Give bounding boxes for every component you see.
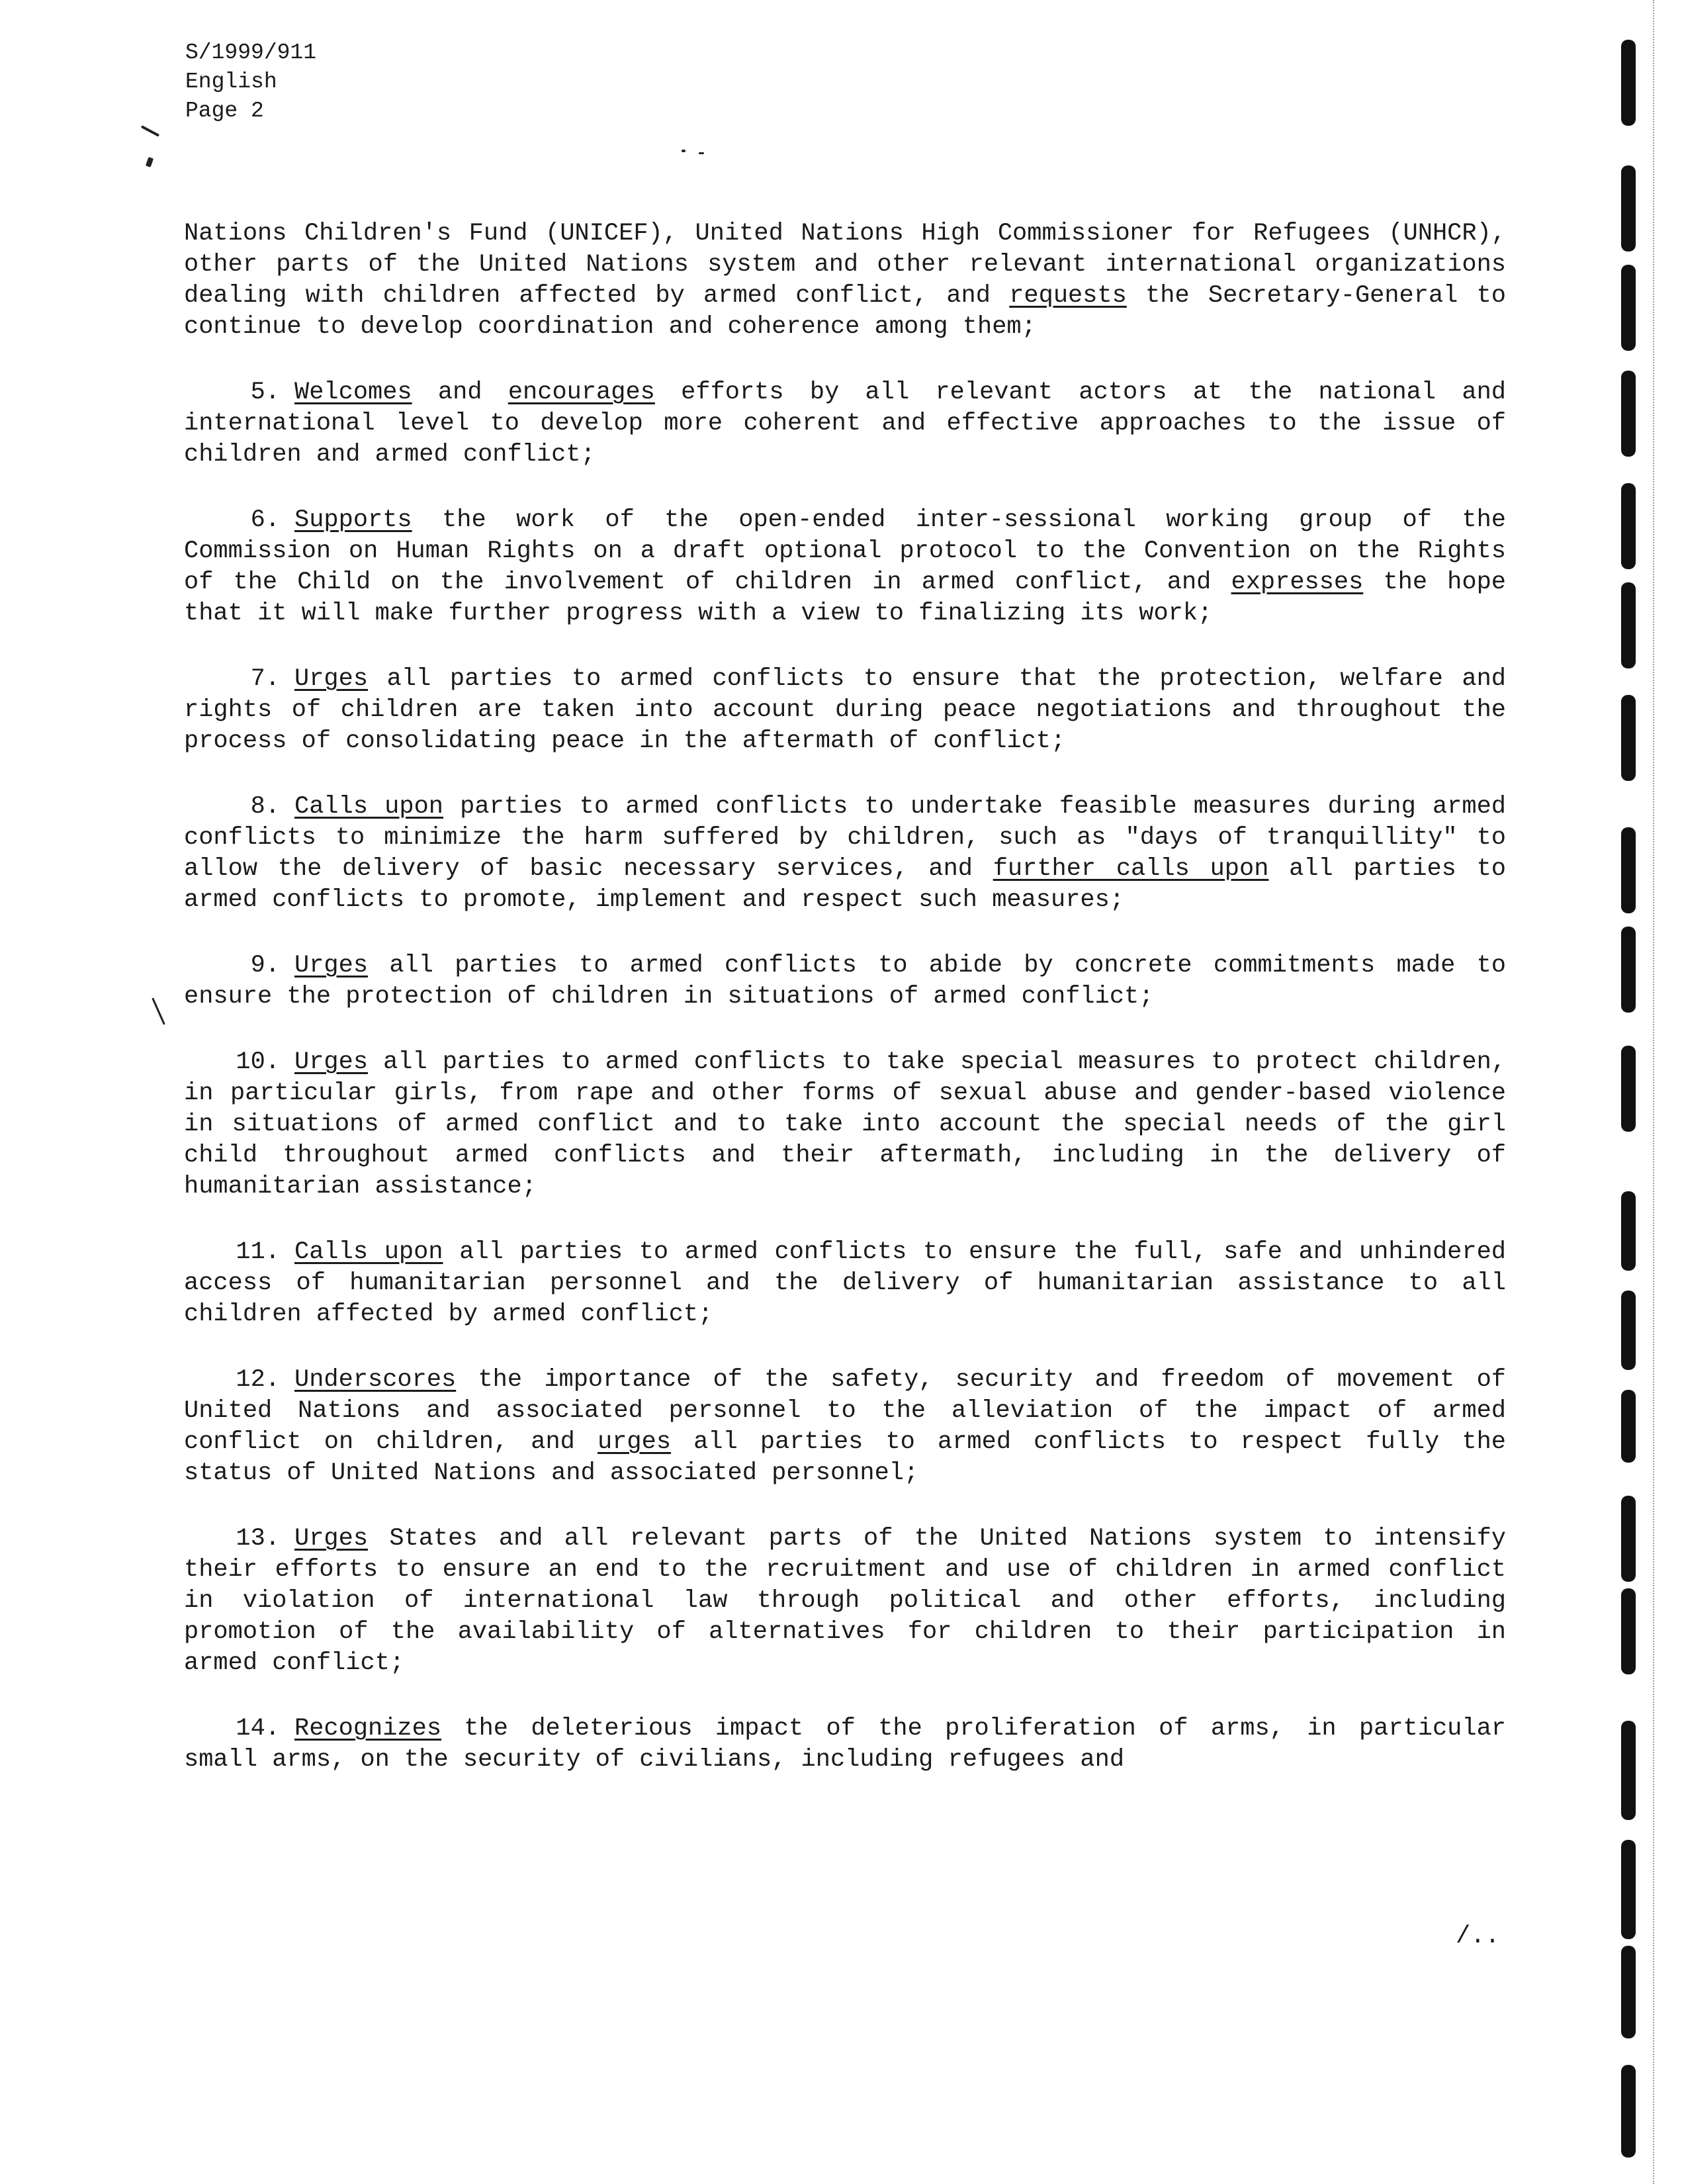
- binding-hole: [1621, 1588, 1636, 1674]
- paragraph-number: 12.: [236, 1366, 280, 1394]
- paragraph-text: efforts by all relevant actors at the national and international level to develop more coherent and effective approaches to the issue of children and armed conflict;: [184, 379, 1506, 469]
- binding-hole: [1621, 483, 1636, 569]
- binding-hole: [1621, 165, 1636, 251]
- margin-rail: [1653, 0, 1656, 2184]
- paragraph-text: Nations Children's Fund (UNICEF), United Nations High Commissioner for Refugees (UNHCR), other parts of the United Nations system and other relevant international organizations dealing with children affected by armed conflict, and: [184, 220, 1506, 310]
- binding-hole: [1621, 1721, 1636, 1820]
- paragraph-text: and: [412, 379, 508, 406]
- operative-keyword: encourages: [508, 379, 655, 406]
- operative-keyword: Urges: [294, 665, 369, 693]
- paragraph-text: all parties to armed conflicts to take special measures to protect children, in particular girls, from rape and other forms of sexual abuse and gender-based violence in situations of armed conflict and to take into account the special needs of the girl child throughout armed conflicts and their aftermath, including in the delivery of humanitarian assistance;: [184, 1048, 1506, 1201]
- binding-hole: [1621, 927, 1636, 1013]
- paragraph: [184, 1365, 1506, 1489]
- paragraph: [184, 1713, 1506, 1776]
- operative-keyword: requests: [1009, 282, 1127, 310]
- document-header: [185, 38, 316, 126]
- paragraph-number: 10.: [236, 1048, 280, 1076]
- binding-hole: [1621, 582, 1636, 668]
- operative-keyword: Calls upon: [294, 1238, 443, 1266]
- operative-keyword: urges: [598, 1428, 672, 1456]
- paragraph-number: 13.: [236, 1525, 280, 1553]
- operative-keyword: Supports: [294, 506, 412, 534]
- binding-hole: [1621, 1046, 1636, 1132]
- binding-hole: [1621, 695, 1636, 781]
- paragraph-number: 6.: [250, 506, 280, 534]
- paragraph-number: 7.: [250, 665, 280, 693]
- paragraph: [184, 1524, 1506, 1679]
- document-symbol: S/1999/911: [185, 40, 317, 65]
- binding-hole: [1621, 1840, 1636, 1939]
- continuation-mark: /..: [1456, 1923, 1500, 1950]
- paragraph-number: 5.: [250, 379, 280, 406]
- scan-speck: [699, 152, 704, 154]
- paragraph-text: the Secretary-General to continue to develop coordination and coherence among them;: [184, 282, 1507, 341]
- binding-hole: [1621, 1496, 1636, 1582]
- operative-keyword: Underscores: [294, 1366, 457, 1394]
- operative-keyword: Urges: [294, 1048, 369, 1076]
- paragraph-text: the importance of the safety, security and freedom of movement of United Nations and associated personnel to the alleviation of the impact of armed conflict on children, and: [184, 1366, 1506, 1456]
- binding-hole: [1621, 1390, 1636, 1463]
- binding-hole: [1621, 1291, 1636, 1370]
- document-body: [184, 218, 1506, 1810]
- binding-hole: [1621, 827, 1636, 913]
- paragraph: [184, 664, 1506, 757]
- scan-speck: [152, 997, 165, 1024]
- paragraph-number: 11.: [236, 1238, 280, 1266]
- paragraph-number: 9.: [250, 952, 280, 979]
- paragraph-text: the hope that it will make further progress with a view to finalizing its work;: [184, 569, 1506, 627]
- paragraph: [184, 792, 1506, 916]
- paragraph-text: the work of the open-ended inter-sessional working group of the Commission on Human Rights on a draft optional protocol to the Convention on the Rights of the Child on the involvement of children in armed conflict, and: [184, 506, 1506, 596]
- operative-keyword: Urges: [294, 952, 369, 979]
- operative-keyword: expresses: [1231, 569, 1364, 596]
- operative-keyword: Urges: [294, 1525, 369, 1553]
- paragraph: [184, 1237, 1506, 1330]
- document-language: English: [185, 69, 277, 94]
- binding-hole: [1621, 265, 1636, 351]
- binding-hole: [1621, 40, 1636, 126]
- page-number: Page 2: [185, 99, 264, 123]
- paragraph-text: all parties to armed conflicts to respect fully the status of United Nations and associated personnel;: [184, 1428, 1506, 1487]
- paragraph: [184, 377, 1506, 471]
- binding-hole: [1621, 371, 1636, 457]
- binding-hole: [1621, 1946, 1636, 2038]
- paragraph-text: all parties to armed conflicts to ensure the full, safe and unhindered access of humanitarian personnel and the delivery of humanitarian assistance to all children affected by armed conflict;: [184, 1238, 1506, 1328]
- paragraph-text: parties to armed conflicts to undertake feasible measures during armed conflicts to minimize the harm suffered by children, such as "days of tranquillity" to allow the delivery of basic necessary services, and: [184, 793, 1506, 883]
- paragraph: [184, 218, 1506, 343]
- operative-keyword: Welcomes: [294, 379, 412, 406]
- paragraph-text: all parties to armed conflicts to ensure that the protection, welfare and rights of children are taken into account during peace negotiations and throughout the process of consolidating peace in the aftermath of conflict;: [184, 665, 1506, 755]
- paragraph-number: 14.: [236, 1715, 280, 1743]
- operative-keyword: further calls upon: [993, 855, 1269, 883]
- scan-speck: [141, 125, 159, 137]
- paragraph-text: all parties to armed conflicts to promote, implement and respect such measures;: [184, 855, 1507, 914]
- binding-hole: [1621, 1191, 1636, 1271]
- paragraph-text: States and all relevant parts of the United Nations system to intensify their efforts to ensure an end to the recruitment and use of children in armed conflict in violation of international law through political and other efforts, including promotion of the availability of alternatives for children to their participation in armed conflict;: [184, 1525, 1506, 1677]
- paragraph: [184, 505, 1506, 629]
- scan-speck: [146, 157, 154, 167]
- binding-hole: [1621, 2065, 1636, 2158]
- paragraph: [184, 950, 1506, 1013]
- operative-keyword: Recognizes: [294, 1715, 442, 1743]
- paragraph-text: the deleterious impact of the proliferation of arms, in particular small arms, on the security of civilians, including refugees and: [184, 1715, 1506, 1774]
- paragraph-text: all parties to armed conflicts to abide by concrete commitments made to ensure the protection of children in situations of armed conflict;: [184, 952, 1506, 1011]
- operative-keyword: Calls upon: [294, 793, 443, 821]
- paragraph-number: 8.: [250, 793, 280, 821]
- scan-speck: [682, 150, 686, 152]
- paragraph: [184, 1047, 1506, 1203]
